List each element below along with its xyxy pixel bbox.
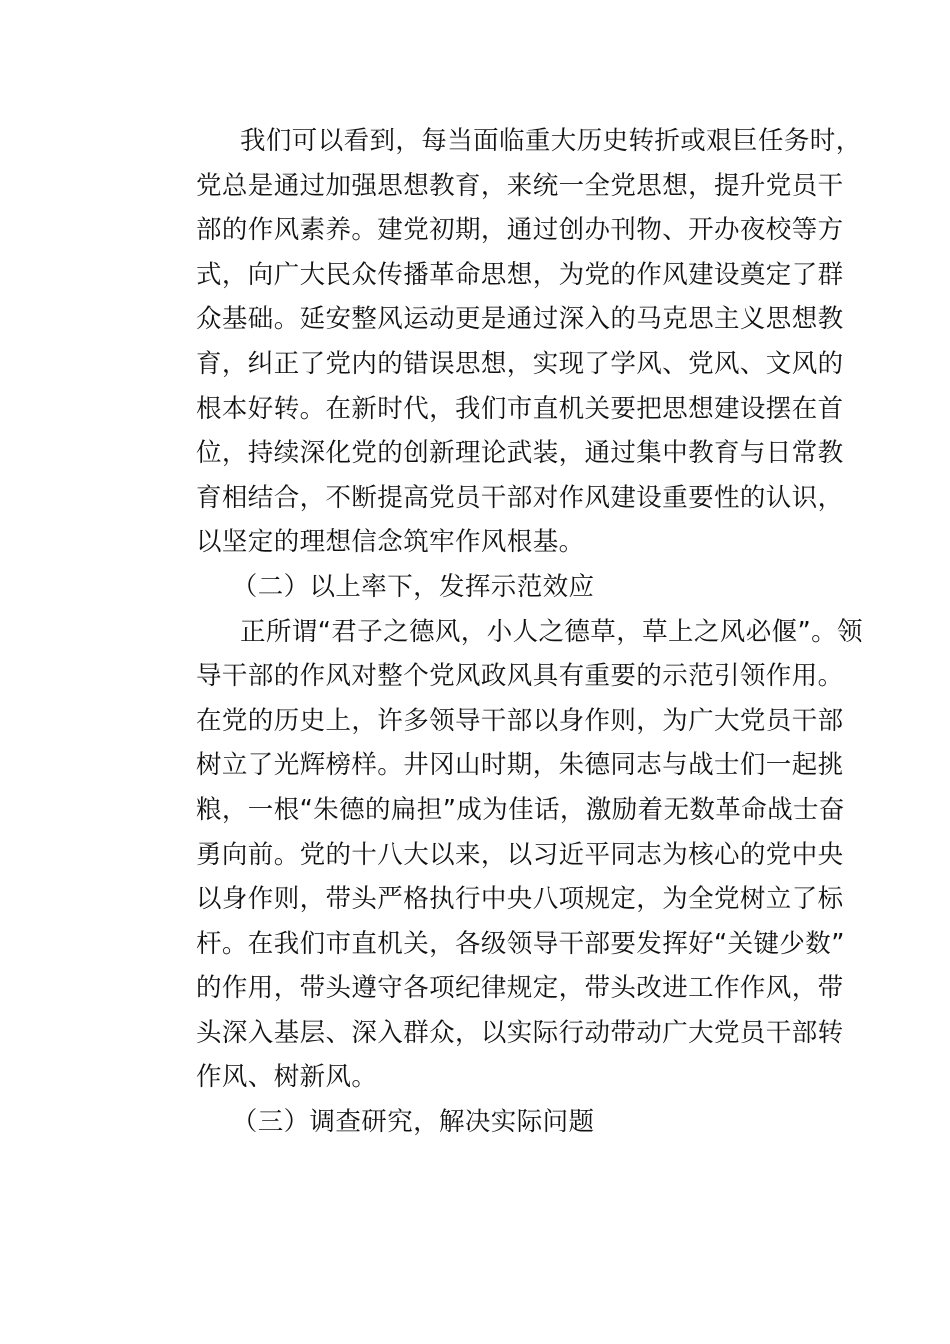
text-line: 的作用，带头遵守各项纪律规定，带头改进工作作风，带 xyxy=(196,973,844,1004)
text-line: 树立了光辉榜样。井冈山时期，朱德同志与战士们一起挑 xyxy=(196,750,844,781)
text-line: 育，纠正了党内的错误思想，实现了学风、党风、文风的 xyxy=(196,348,844,379)
text-line: 以坚定的理想信念筑牢作风根基。 xyxy=(196,527,585,558)
text-line: 部的作风素养。建党初期，通过创办刊物、开办夜校等方 xyxy=(196,215,844,246)
text-line: 位，持续深化党的创新理论武装，通过集中教育与日常教 xyxy=(196,438,844,469)
text-line: 众基础。延安整风运动更是通过深入的马克思主义思想教 xyxy=(196,304,844,335)
heading-text: （三）调查研究，解决实际问题 xyxy=(231,1107,595,1138)
paragraph-ideological-education xyxy=(145,119,862,565)
text-line: 育相结合，不断提高党员干部对作风建设重要性的认识， xyxy=(196,482,844,513)
text-line: 导干部的作风对整个党风政风具有重要的示范引领作用。 xyxy=(196,661,844,692)
text-line: 式，向广大民众传播革命思想，为党的作风建设奠定了群 xyxy=(196,259,844,290)
text-line: 粮，一根“朱德的扁担”成为佳话，激励着无数革命战士奋 xyxy=(196,794,845,825)
text-line: 杆。在我们市直机关，各级领导干部要发挥好“关键少数” xyxy=(196,928,845,959)
text-line: 党总是通过加强思想教育，来统一全党思想，提升党员干 xyxy=(196,170,844,201)
heading-text: （二）以上率下，发挥示范效应 xyxy=(231,571,595,602)
text-line: 我们可以看到，每当面临重大历史转折或艰巨任务时， xyxy=(240,126,862,156)
paragraph-leading-by-example xyxy=(145,610,863,1101)
text-line: 头深入基层、深入群众，以实际行动带动广大党员干部转 xyxy=(196,1017,844,1048)
text-line: 在党的历史上，许多领导干部以身作则，为广大党员干部 xyxy=(196,705,844,736)
section-heading-2 xyxy=(145,565,805,610)
text-line: 以身作则，带头严格执行中央八项规定，为全党树立了标 xyxy=(196,884,844,915)
text-line: 正所谓“君子之德风，小人之德草，草上之风必偃”。领 xyxy=(240,616,863,647)
document-page xyxy=(145,119,863,1145)
text-line: 勇向前。党的十八大以来，以习近平同志为核心的党中央 xyxy=(196,839,844,870)
section-heading-3 xyxy=(145,1100,805,1145)
text-line: 根本好转。在新时代，我们市直机关要把思想建设摆在首 xyxy=(196,393,844,424)
text-line: 作风、树新风。 xyxy=(196,1062,378,1093)
